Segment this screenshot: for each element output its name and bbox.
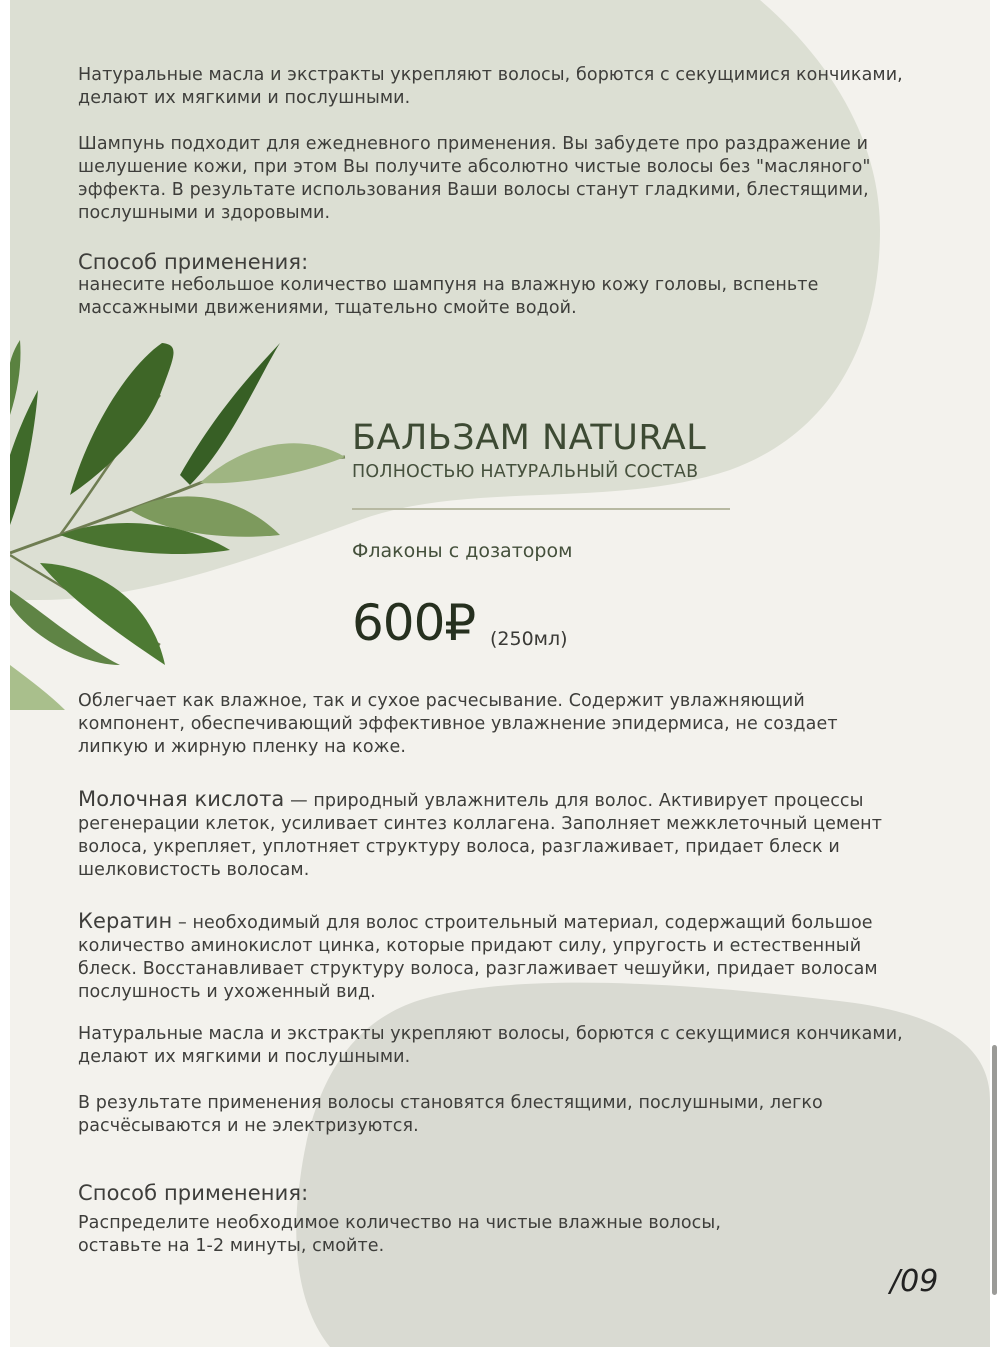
vertical-scrollbar[interactable] xyxy=(992,1045,997,1295)
product-packaging: Флаконы с дозатором xyxy=(352,540,573,562)
product-volume: (250мл) xyxy=(490,628,568,650)
title-divider xyxy=(352,508,730,510)
keratin-text: – необходимый для волос строительный материал, содержащий большое количество аминокислот цинка, которые придают силу, упругость и естественный блеск. Восстанавливает структуру волоса, разглаживает чешуйки, придает волосам послушность и ухоженный вид. xyxy=(78,913,878,1002)
balm-result-paragraph: В результате применения волосы становятся блестящими, послушными, легко расчёсываются и не электризуются. xyxy=(78,1093,823,1136)
product-price: 600₽ xyxy=(352,594,476,652)
product-title: БАЛЬЗАМ NATURAL xyxy=(352,418,707,458)
olive-branch-illustration xyxy=(0,335,360,715)
page-number: /09 xyxy=(890,1264,939,1299)
shampoo-usage-text: нанесите небольшое количество шампуня на влажную кожу головы, вспеньте массажными движениями, тщательно смойте водой. xyxy=(78,275,819,318)
keratin-term: Кератин xyxy=(78,909,173,933)
balm-usage-heading: Способ применения: xyxy=(78,1181,309,1205)
balm-usage-text: Распределите необходимое количество на чистые влажные волосы, оставьте на 1-2 минуты, смойте. xyxy=(78,1213,721,1256)
product-subtitle: ПОЛНОСТЬЮ НАТУРАЛЬНЫЙ СОСТАВ xyxy=(352,462,699,482)
keratin-paragraph xyxy=(78,908,908,1004)
lactic-acid-term: Молочная кислота xyxy=(78,787,285,811)
balm-oils-paragraph: Натуральные масла и экстракты укрепляют волосы, борются с секущимися кончиками, делают их мягкими и послушными. xyxy=(78,1024,903,1067)
page-left-edge xyxy=(0,0,10,1347)
shampoo-oils-paragraph: Натуральные масла и экстракты укрепляют волосы, борются с секущимися кончиками, делают их мягкими и послушными. xyxy=(78,65,903,108)
shampoo-usage-heading: Способ применения: xyxy=(78,250,309,274)
lactic-acid-text: — природный увлажнитель для волос. Активирует процессы регенерации клеток, усиливает синтез коллагена. Заполняет межклеточный цемент волоса, укрепляет, уплотняет структуру волоса, разглаживает, придает блеск и шелковистость волосам. xyxy=(78,791,883,880)
lactic-acid-paragraph xyxy=(78,786,908,882)
shampoo-daily-use-paragraph: Шампунь подходит для ежедневного применения. Вы забудете про раздражение и шелушение кожи, при этом Вы получите абсолютно чистые волосы без "масляного" эффекта. В результате использования Ваши волосы станут гладкими, блестящими, послушными и здоровыми. xyxy=(78,134,871,223)
balm-combing-paragraph: Облегчает как влажное, так и сухое расчесывание. Содержит увлажняющий компонент, обеспечивающий эффективное увлажнение эпидермиса, не создает липкую и жирную пленку на коже. xyxy=(78,691,838,757)
